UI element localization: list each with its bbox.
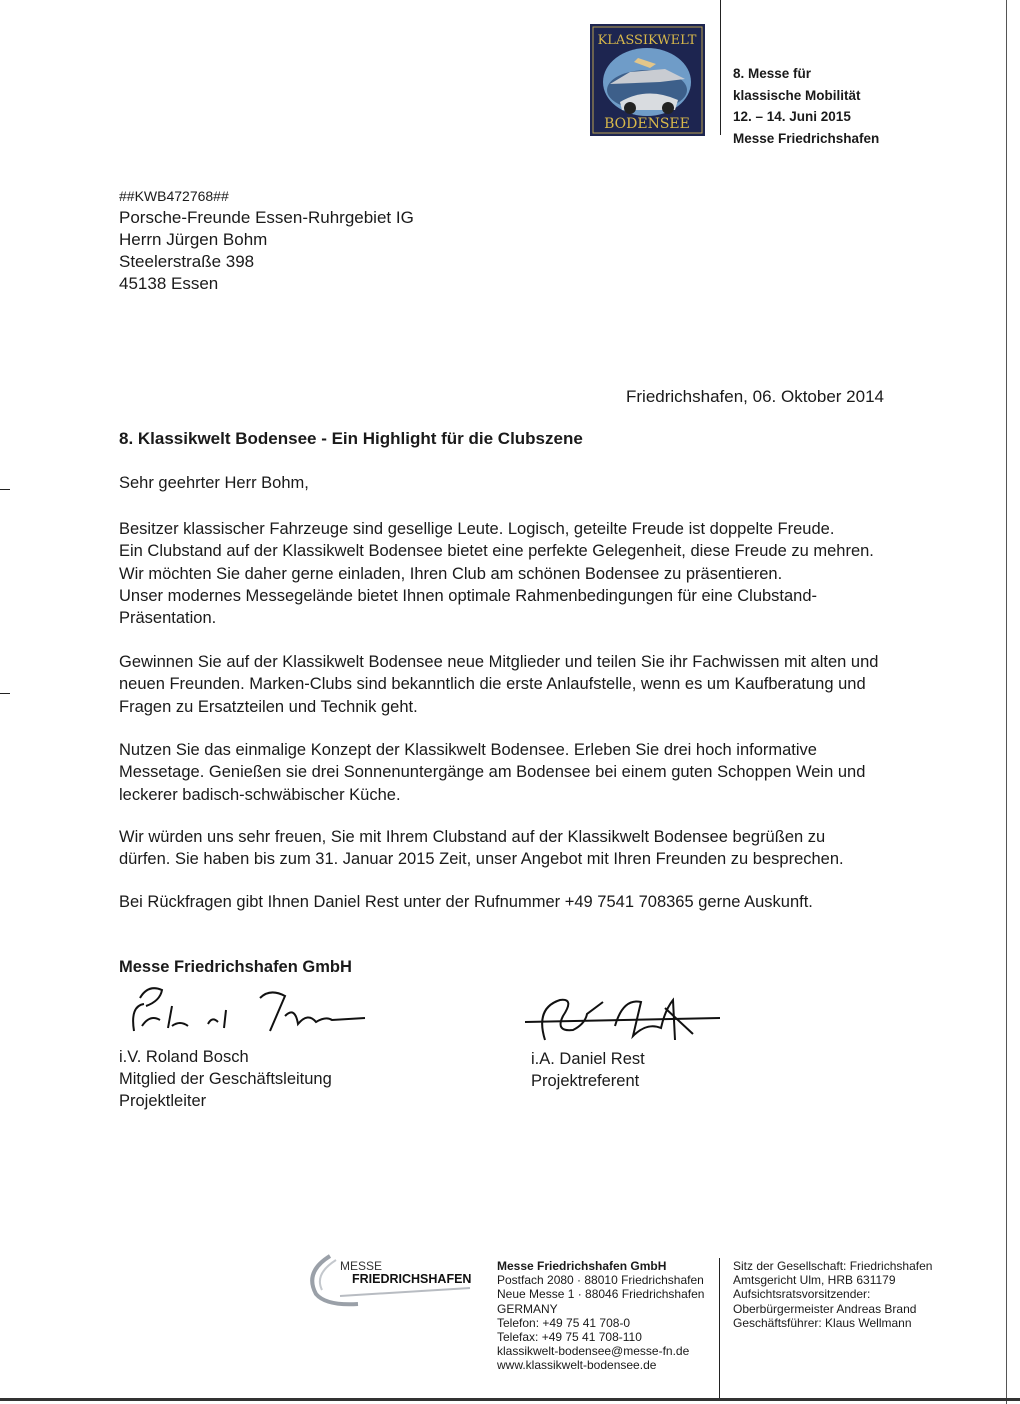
footer-line: Oberbürgermeister Andreas Brand [733,1301,917,1316]
footer-line: Aufsichtsratsvorsitzender: [733,1287,871,1302]
fold-mark-top [0,489,10,490]
footer-logo-line2: FRIEDRICHSHAFEN [352,1272,472,1286]
bottom-edge-line [0,1398,1020,1401]
event-info-line: klassische Mobilität [733,87,861,103]
footer-line: Postfach 2080 · 88010 Friedrichshafen [497,1273,704,1288]
footer-line: Telefon: +49 75 41 708-0 [497,1315,631,1330]
logo-text-bottom: BODENSEE [604,116,690,132]
letter-subject: 8. Klassikwelt Bodensee - Ein Highlight für die Clubszene [119,429,583,448]
paragraph-line: neuen Freunden. Marken-Clubs sind bekanntlich die erste Anlaufstelle, wenn es um Kaufberatung und [119,675,866,694]
footer-email-link[interactable]: klassikwelt-bodensee@messe-fn.de [497,1344,690,1359]
footer-line: Sitz der Gesellschaft: Friedrichshafen [733,1259,933,1273]
address-line: Herrn Jürgen Bohm [119,230,268,249]
paragraph-line: Bei Rückfragen gibt Ihnen Daniel Rest unter der Rufnummer +49 7541 708365 gerne Auskunft. [119,893,813,911]
paragraph-line: Fragen zu Ersatzteilen und Technik geht. [119,697,418,716]
event-info-line: 8. Messe für [733,66,812,81]
signer-line: Projektleiter [119,1092,207,1110]
signer-line: Projektreferent [531,1072,640,1090]
paragraph-line: Präsentation. [119,609,217,628]
paragraph-line: Unser modernes Messegelände bietet Ihnen optimale Rahmenbedingungen für eine Clubstand- [119,586,818,605]
paragraph-line: Besitzer klassischer Fahrzeuge sind gesellige Leute. Logisch, geteilte Freude ist doppelte Freude. [119,520,835,538]
signer-line: Mitglied der Geschäftsleitung [119,1070,332,1088]
signature-daniel-rest [515,988,735,1048]
footer-line: GERMANY [497,1301,558,1316]
address-line: Steelerstraße 398 [119,252,255,271]
paragraph-line: leckerer badisch-schwäbischer Küche. [119,785,401,804]
address-line: Porsche-Freunde Essen-Ruhrgebiet IG [119,208,414,227]
signer-1 [119,1046,332,1112]
event-info [733,63,933,149]
paragraph-4 [119,826,889,871]
paragraph-line: Nutzen Sie das einmalige Konzept der Klassikwelt Bodensee. Erleben Sie drei hoch informative [119,741,817,759]
header-divider-line [720,0,721,135]
right-edge-line [1006,0,1007,1404]
footer-line: Neue Messe 1 · 88046 Friedrichshafen [497,1287,705,1302]
footer-company-name: Messe Friedrichshafen GmbH [497,1259,667,1273]
closing-company: Messe Friedrichshafen GmbH [119,958,352,976]
paragraph-line: Wir möchten Sie daher gerne einladen, Ihren Club am schönen Bodensee zu präsentieren. [119,564,783,583]
footer-divider-line [719,1258,720,1398]
event-info-line: 12. – 14. Juni 2015 [733,109,851,124]
signature-roland-bosch [120,976,380,1046]
paragraph-line: Ein Clubstand auf der Klassikwelt Bodensee bietet eine perfekte Gelegenheit, diese Freude zu mehren. [119,542,874,561]
footer-company-info [497,1259,704,1373]
fold-mark-middle [0,693,10,694]
paragraph-3 [119,739,889,806]
logo-text-top: KLASSIKWELT [597,33,697,48]
footer-website-link[interactable]: www.klassikwelt-bodensee.de [497,1358,657,1373]
paragraph-5 [119,891,889,913]
footer-legal-info [733,1259,932,1330]
paragraph-line: dürfen. Sie haben bis zum 31. Januar 2015 Zeit, unser Angebot mit Ihren Freunden zu besprechen. [119,850,844,869]
salutation-text: Sehr geehrter Herr Bohm, [119,474,309,492]
footer-logo-line1: MESSE [340,1259,383,1273]
klassikwelt-bodensee-logo [590,24,705,136]
event-info-line: Messe Friedrichshafen [733,130,880,146]
messe-friedrichshafen-logo [300,1250,485,1310]
signer-line: i.V. Roland Bosch [119,1048,249,1066]
footer-line: Amtsgericht Ulm, HRB 631179 [733,1273,896,1288]
paragraph-line: Gewinnen Sie auf der Klassikwelt Bodensee neue Mitglieder und teilen Sie ihr Fachwissen mit alten und [119,653,879,671]
footer-line: Telefax: +49 75 41 708-110 [497,1330,642,1345]
salutation [119,472,889,494]
signer-line: i.A. Daniel Rest [531,1050,645,1068]
reference-code: ##KWB472768## [119,188,229,204]
footer-line: Geschäftsführer: Klaus Wellmann [733,1315,912,1330]
signer-2 [531,1048,645,1092]
paragraph-line: Wir würden uns sehr freuen, Sie mit Ihrem Clubstand auf der Klassikwelt Bodensee begrüßen zu [119,828,826,846]
recipient-address [119,207,414,295]
paragraph-2 [119,651,889,718]
paragraph-1 [119,518,889,629]
address-line: 45138 Essen [119,274,219,293]
letter-date: Friedrichshafen, 06. Oktober 2014 [626,387,884,406]
paragraph-line: Messetage. Genießen sie drei Sonnenuntergänge am Bodensee bei einem guten Schoppen Wein und [119,763,866,782]
